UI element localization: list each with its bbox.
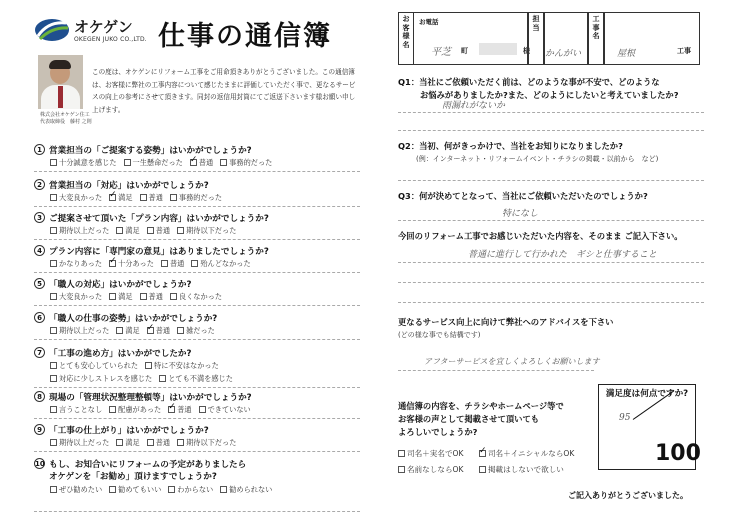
checkbox[interactable] xyxy=(50,194,57,201)
option-label: 雑だった xyxy=(186,326,215,335)
q1-answer: 雨漏れがないか xyxy=(442,101,506,111)
logo-brand-en: OKEGEN JUKO CO.,LTD. xyxy=(74,36,147,43)
checkbox[interactable] xyxy=(140,194,147,201)
checkbox[interactable] xyxy=(124,159,131,166)
question-heading xyxy=(34,347,192,359)
option-label: 満足 xyxy=(118,292,133,301)
option-label: 普通 xyxy=(169,259,185,268)
work-label: 工事名 xyxy=(592,15,600,40)
option-row xyxy=(50,226,243,236)
option xyxy=(177,438,236,448)
checkbox[interactable] xyxy=(116,439,123,446)
checkbox[interactable] xyxy=(116,227,123,234)
question-heading xyxy=(34,144,252,156)
option-label: 大変良かった xyxy=(59,193,103,202)
question-text: 「工事の進め方」はいかがでしたか? xyxy=(49,349,192,359)
option-label: 期待以下だった xyxy=(186,438,237,447)
option-label: 期待以下だった xyxy=(186,226,237,235)
checkbox[interactable] xyxy=(50,260,57,267)
checkbox-checked[interactable] xyxy=(479,450,486,457)
question-heading xyxy=(34,278,192,290)
checkbox[interactable] xyxy=(170,194,177,201)
option-label: 一生懸命だった xyxy=(132,158,183,167)
publish-options-row-1: 司名＋実名でOK ✓ 司名＋イニシャルならOK xyxy=(398,448,581,459)
option-row xyxy=(50,259,258,269)
checkbox[interactable] xyxy=(398,466,405,473)
option xyxy=(109,405,161,415)
customer-label: お客様名 xyxy=(402,15,410,49)
checkbox[interactable] xyxy=(50,406,57,413)
option-row xyxy=(50,438,243,448)
option xyxy=(109,259,154,269)
option xyxy=(50,292,102,302)
option xyxy=(109,292,132,302)
option-label: 十分誠意を感じた xyxy=(59,158,117,167)
greeting-text: この度は、オケゲンにリフォーム工事をご用命頂きありがとうございました。この通信簿は、お客様に弊社の工事内容について感じたままに評価していただく事で、更なるサービスの向上の参考にさせて頂きます。同封の返信用封筒にてご返送下さいます様お願い申し上げます。 xyxy=(92,68,356,114)
option xyxy=(190,158,213,168)
checkbox[interactable] xyxy=(220,486,227,493)
company-logo xyxy=(34,15,170,47)
customer-header-box xyxy=(398,12,700,65)
option xyxy=(168,405,191,415)
checkbox[interactable] xyxy=(161,260,168,267)
staff-name: かんがい xyxy=(545,49,582,59)
option-label: 満足 xyxy=(125,438,140,447)
question-text: 「工事の仕上がり」はいかがでしょうか? xyxy=(49,426,209,436)
option-row xyxy=(50,326,222,336)
question-text: 「職人の仕事の姿勢」はいかがでしょうか? xyxy=(49,314,218,324)
option-row xyxy=(50,292,229,302)
checkbox[interactable] xyxy=(479,466,486,473)
score-title: 満足度は何点ですか? xyxy=(605,389,689,399)
publish-options-row-2: 名前なしならOK 掲載はしないで欲しい xyxy=(398,464,571,475)
option xyxy=(170,193,222,203)
q5-answer: アフターサービスを宜しくよろしくお願いします xyxy=(424,357,600,366)
q2-text: Q2：当初、何がきっかけで、当社をお知りになりましたか? (例：インターネット・リフォームイベント・チラシの掲載・以前から など) xyxy=(398,141,659,163)
option-label: 満足 xyxy=(125,326,140,335)
town-label: 町 xyxy=(461,47,468,55)
question-heading xyxy=(34,179,209,191)
option xyxy=(161,259,184,269)
checkbox[interactable] xyxy=(398,450,405,457)
score-value[interactable]: 95 xyxy=(619,413,631,423)
option-label: 大変良かった xyxy=(59,292,103,301)
question-number: 1 xyxy=(34,144,45,155)
option xyxy=(140,292,163,302)
option-row xyxy=(50,193,229,203)
option-label: かなりあった xyxy=(59,259,103,268)
option xyxy=(145,361,219,371)
satisfaction-score-box xyxy=(598,384,701,470)
q3-text: Q3：何が決めてとなって、当社にご依頼いただいたのでしょうか? xyxy=(398,191,648,201)
q3-answer: 特になし xyxy=(502,209,539,219)
option-label: 普通 xyxy=(155,326,171,335)
customer-name: 平芝 xyxy=(431,47,451,58)
question-text: 営業担当の「対応」はいかがでしょうか? xyxy=(49,181,209,191)
checkbox[interactable] xyxy=(50,327,57,334)
question-text: 営業担当の「ご提案する姿勢」はいかがでしょうか? xyxy=(49,146,252,156)
option-label: 普通 xyxy=(148,292,163,301)
right-page xyxy=(372,0,730,516)
option xyxy=(50,438,109,448)
option-label: 期待以上だった xyxy=(59,226,110,235)
option xyxy=(116,226,139,236)
checkbox[interactable] xyxy=(50,227,57,234)
option-label: わからない xyxy=(177,485,214,494)
option xyxy=(199,405,251,415)
signature-person: 代表取締役 藤村 之則 xyxy=(40,119,92,125)
option xyxy=(159,374,233,384)
checkbox[interactable] xyxy=(199,406,206,413)
option-label: 普通 xyxy=(177,405,192,414)
checkbox-checked[interactable] xyxy=(109,194,116,201)
checkbox[interactable] xyxy=(220,159,227,166)
option-label: 普通 xyxy=(148,193,163,202)
checkbox[interactable] xyxy=(50,159,57,166)
checkbox[interactable] xyxy=(50,375,57,382)
option xyxy=(124,158,183,168)
question-number: 8 xyxy=(34,391,45,402)
option xyxy=(147,326,170,336)
option xyxy=(170,292,222,302)
option-label: 勧められない xyxy=(229,485,273,494)
checkbox[interactable] xyxy=(50,293,57,300)
option-label: 対応に少しストレスを感じた xyxy=(59,374,153,383)
checkbox[interactable] xyxy=(145,362,152,369)
option-label: ぜひ勧めたい xyxy=(59,485,103,494)
question-number: 5 xyxy=(34,278,45,289)
checkbox[interactable] xyxy=(109,293,116,300)
question-text-line2: オケゲンを「お勧め」頂けますでしょうか? xyxy=(49,472,217,482)
option-label: 勧めてもいい xyxy=(118,485,162,494)
q1-text: Q1：当社にご依頼いただく前は、どのような事が不安で、どのような お悩みがありましたか?また、どのようにしたいと考えていましたか? xyxy=(398,77,679,100)
checkbox[interactable] xyxy=(177,439,184,446)
staff-label: 担当 xyxy=(532,15,540,32)
checkbox[interactable] xyxy=(159,375,166,382)
question-number: 7 xyxy=(34,347,45,358)
signature-company: 株式会社オケゲン住工 xyxy=(40,112,90,118)
logo-brand: オケゲン xyxy=(74,18,133,36)
question-text: 「職人の対応」はいかがでしょうか? xyxy=(49,280,192,290)
work-suffix: 工事 xyxy=(677,47,691,55)
checkbox[interactable] xyxy=(147,227,154,234)
option-label: 満足 xyxy=(125,226,140,235)
checkbox[interactable] xyxy=(170,293,177,300)
checkbox[interactable] xyxy=(109,486,116,493)
option-label: 普通 xyxy=(198,158,214,167)
option-row xyxy=(50,361,226,371)
checkbox[interactable] xyxy=(50,439,57,446)
option xyxy=(177,226,236,236)
q4-text: 今回のリフォーム工事でお感じいただいた内容を、そのまま ご記入下さい。 xyxy=(398,231,683,241)
option xyxy=(50,485,102,495)
question-number: 9 xyxy=(34,424,45,435)
option-label: 十分あった xyxy=(118,259,154,268)
question-heading xyxy=(34,312,217,324)
question-text: もし、お知合いにリフォームの予定がありましたら xyxy=(49,460,247,470)
question-text: ご提案させて頂いた「プラン内容」はいかがでしょうか? xyxy=(49,214,269,224)
option-label: 期待以上だった xyxy=(59,326,110,335)
thanks-text: ご記入ありがとうございました。 xyxy=(568,491,688,500)
option xyxy=(50,361,138,371)
option-label: とても不満を感じた xyxy=(168,374,233,383)
checkbox[interactable] xyxy=(140,293,147,300)
checkbox-checked[interactable] xyxy=(168,406,175,413)
score-max: 100 xyxy=(655,441,701,466)
checkbox[interactable] xyxy=(191,260,198,267)
question-heading xyxy=(34,212,269,224)
checkbox-checked[interactable] xyxy=(109,260,116,267)
question-number: 6 xyxy=(34,312,45,323)
option-label: 普通 xyxy=(155,438,171,447)
work-name: 屋根 xyxy=(617,49,636,59)
option xyxy=(116,326,139,336)
checkbox[interactable] xyxy=(116,327,123,334)
option-label: とても安心していられた xyxy=(59,361,139,370)
option xyxy=(220,158,272,168)
option-label: 配慮があった xyxy=(118,405,162,414)
question-number: 10 xyxy=(35,460,45,468)
checkbox[interactable] xyxy=(50,486,57,493)
option xyxy=(220,485,272,495)
option-label: 事務的だった xyxy=(178,193,223,202)
question-heading xyxy=(34,424,209,436)
page-title: 仕事の通信簿 xyxy=(158,21,332,52)
option-label: 普通 xyxy=(155,226,171,235)
question-number: 2 xyxy=(34,179,45,190)
q6-text: 通信簿の内容を、チラシやホームページ等で お客様の声として掲載させて頂いても よろしいでしょうか? xyxy=(398,401,564,437)
president-photo xyxy=(38,55,83,109)
option-label: 殆んどなかった xyxy=(200,259,251,268)
option xyxy=(50,326,109,336)
question-number: 3 xyxy=(34,212,45,223)
checkbox[interactable] xyxy=(147,439,154,446)
option xyxy=(50,405,102,415)
option xyxy=(116,438,139,448)
option xyxy=(50,226,109,236)
option-label: 期待以上だった xyxy=(59,438,110,447)
redacted-field xyxy=(479,43,517,55)
checkbox[interactable] xyxy=(177,327,184,334)
checkbox[interactable] xyxy=(109,406,116,413)
logo-mark-icon xyxy=(34,15,70,45)
option xyxy=(191,259,250,269)
option xyxy=(109,485,161,495)
option xyxy=(50,158,117,168)
question-number: 4 xyxy=(34,245,45,256)
question-text: 現場の「管理状況整理整頓等」はいかがでしょうか? xyxy=(49,393,252,403)
option-row xyxy=(50,158,279,168)
option-label: 満足 xyxy=(118,193,133,202)
option xyxy=(140,193,163,203)
question-heading xyxy=(34,245,269,257)
q5-text: 更なるサービス向上に向けて弊社へのアドバイスを下さい (どの様な事でも結構です) xyxy=(398,317,614,339)
checkbox[interactable] xyxy=(50,362,57,369)
option-label: 特に不安はなかった xyxy=(154,361,219,370)
option-label: 言うことなし xyxy=(59,405,103,414)
option-row xyxy=(50,374,240,384)
question-text: プラン内容に「専門家の意見」はありましたでしょうか? xyxy=(49,247,269,257)
tel-label: お電話 xyxy=(419,18,439,26)
option xyxy=(177,326,215,336)
option xyxy=(50,374,152,384)
option xyxy=(168,485,213,495)
question-heading xyxy=(34,458,246,470)
option xyxy=(50,259,102,269)
option-label: 良くなかった xyxy=(178,292,223,301)
checkbox-checked[interactable] xyxy=(190,159,197,166)
checkbox[interactable] xyxy=(177,227,184,234)
option xyxy=(147,226,170,236)
question-heading xyxy=(34,391,252,403)
option xyxy=(109,193,132,203)
checkbox-checked[interactable] xyxy=(147,327,154,334)
option xyxy=(147,438,170,448)
checkbox[interactable] xyxy=(168,486,175,493)
option-row xyxy=(50,485,279,495)
option-row xyxy=(50,405,258,415)
sama-label: 様 xyxy=(523,47,530,55)
q4-answer: 普通に進行して行かれた ギシと仕事すること xyxy=(468,250,657,260)
option-label: 事務的だった xyxy=(229,158,273,167)
option-label: できていない xyxy=(207,405,251,414)
option xyxy=(50,193,102,203)
